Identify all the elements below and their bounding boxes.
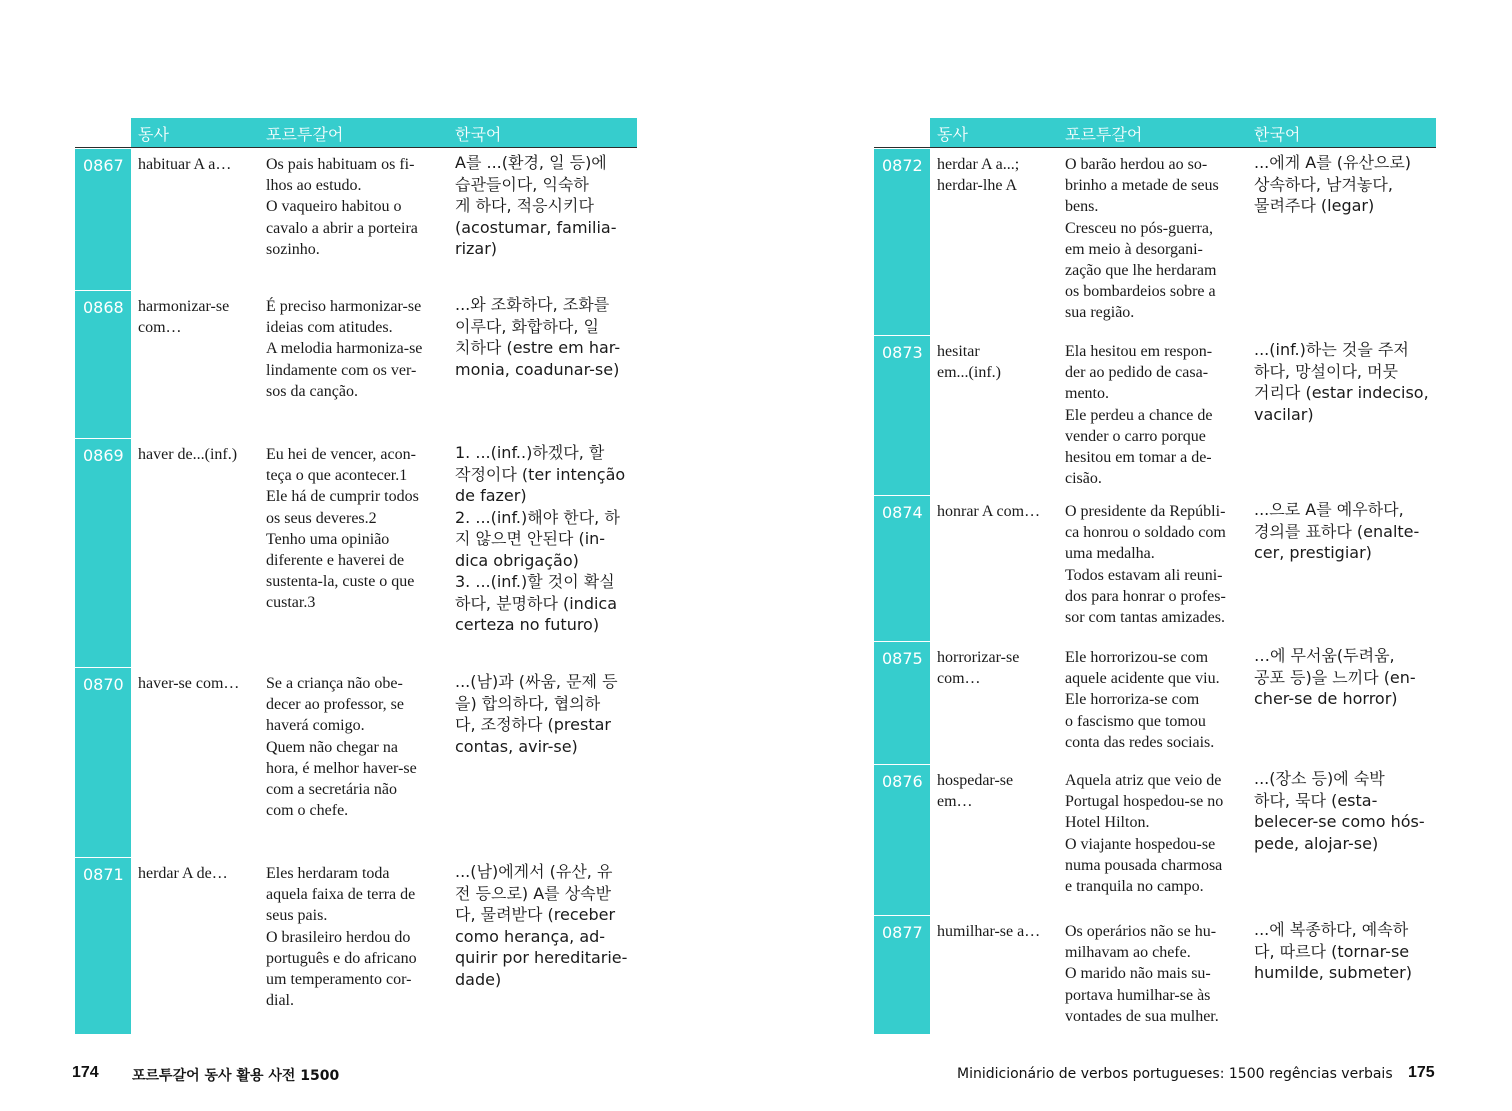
- entry-verb-line: horrorizar-se: [937, 649, 1020, 666]
- entry-portuguese-example-line: Ele perdeu a chance de: [1065, 406, 1213, 424]
- entry-korean-meaning-line: 다, 물려받다 (receber: [455, 905, 616, 924]
- entry-verb: [138, 154, 231, 175]
- entry-portuguese-example-line: português e do africano: [266, 949, 417, 967]
- entry-korean-meaning-line: humilde, submeter): [1254, 963, 1412, 982]
- entry-verb: [138, 444, 237, 465]
- entry-korean-meaning: [1254, 645, 1416, 710]
- entry-row: [874, 495, 1436, 641]
- entry-korean-meaning: [455, 152, 616, 260]
- entry-portuguese-example-line: Cresceu no pós-guerra,: [1065, 219, 1213, 237]
- entry-korean-meaning-line: belecer-se como hós-: [1254, 812, 1425, 831]
- entry-korean-meaning-line: 하다, 분명하다 (indica: [455, 593, 618, 613]
- entry-korean-meaning-line: como herança, ad-: [455, 926, 606, 946]
- entry-row: [75, 857, 637, 1034]
- entry-portuguese-example-line: Aquela atriz que veio de: [1065, 772, 1222, 789]
- entry-verb-line: herdar A a...;: [937, 156, 1020, 173]
- entry-verb: [138, 863, 228, 884]
- entry-korean-meaning: [455, 294, 620, 380]
- entry-verb-line: humilhar-se a…: [937, 923, 1041, 940]
- entry-portuguese-example-line: Quem não chegar na: [266, 738, 398, 756]
- entry-row: [75, 667, 637, 857]
- entry-korean-meaning-line: ...(장소 등)에 숙박: [1254, 769, 1385, 788]
- entry-number: 0877: [874, 915, 930, 1034]
- entry-portuguese-example: [266, 296, 422, 402]
- entry-portuguese-example-line: milhavam ao chefe.: [1065, 944, 1191, 962]
- entry-portuguese-example-line: dial.: [266, 992, 294, 1010]
- entry-korean-meaning-line: 을) 합의하다, 협의하: [455, 693, 601, 713]
- entry-korean-meaning-line: 작정이다 (ter intenção: [455, 464, 626, 484]
- entry-portuguese-example-line: mento.: [1065, 385, 1109, 403]
- entry-korean-meaning: [455, 442, 625, 636]
- entry-korean-meaning-line: 경의를 표하다 (enalte-: [1254, 521, 1420, 541]
- entry-portuguese-example-line: os bombardeios sobre a: [1065, 283, 1216, 301]
- entry-portuguese-example-line: custar.3: [266, 594, 316, 612]
- entry-number: 0873: [874, 335, 930, 495]
- entry-korean-meaning-line: dica obrigação): [455, 550, 579, 570]
- entry-number: 0869: [75, 438, 131, 667]
- entry-verb-line: em…: [937, 793, 973, 811]
- entry-row: [874, 915, 1436, 1034]
- entry-korean-meaning-line: A를 ...(환경, 일 등)에: [455, 153, 607, 172]
- entry-portuguese-example-line: os seus deveres.2: [266, 509, 377, 527]
- entry-portuguese-example-line: O viajante hospedou-se: [1065, 835, 1216, 853]
- header-portuguese: 포르투갈어: [266, 125, 344, 144]
- entry-korean-meaning-line: 상속하다, 남겨놓다,: [1254, 174, 1393, 194]
- entry-verb: [937, 154, 1019, 196]
- entry-number: 0872: [874, 148, 930, 335]
- entry-verb: [138, 673, 239, 694]
- entry-portuguese-example-line: em meio à desorgani-: [1065, 240, 1203, 258]
- entry-korean-meaning: [1254, 919, 1412, 984]
- entry-korean-meaning-line: cher-se de horror): [1254, 689, 1398, 708]
- entry-portuguese-example: [1065, 647, 1220, 753]
- left-table-header: [131, 118, 637, 147]
- entry-portuguese-example-line: O presidente da Repúbli-: [1065, 503, 1226, 520]
- entry-portuguese-example-line: Os pais habituam os fi-: [266, 156, 415, 173]
- entry-verb-line: harmonizar-se: [138, 298, 230, 315]
- left-running-title: 포르투갈어 동사 활용 사전 1500: [132, 1068, 340, 1084]
- entry-portuguese-example-line: Hotel Hilton.: [1065, 814, 1150, 832]
- entry-korean-meaning: [1254, 152, 1411, 217]
- entry-portuguese-example-line: cisão.: [1065, 470, 1102, 488]
- entry-portuguese-example-line: Portugal hospedou-se no: [1065, 793, 1224, 811]
- entry-row: [874, 148, 1436, 335]
- entry-korean-meaning-line: 3. ...(inf.)할 것이 확실: [455, 572, 615, 591]
- entry-portuguese-example-line: A melodia harmoniza-se: [266, 340, 423, 358]
- entry-korean-meaning: [455, 671, 618, 757]
- header-verb: 동사: [138, 125, 169, 144]
- entry-korean-meaning-line: vacilar): [1254, 404, 1314, 424]
- entry-portuguese-example-line: Tenho uma opinião: [266, 530, 390, 548]
- entry-korean-meaning-line: 하다, 망설이다, 머뭇: [1254, 361, 1398, 381]
- entry-portuguese-example-line: Ela hesitou em respon-: [1065, 343, 1213, 360]
- entry-portuguese-example: [1065, 341, 1212, 489]
- entry-verb-line: hesitar: [937, 343, 980, 360]
- entry-verb: [937, 647, 1019, 689]
- entry-portuguese-example-line: e tranquila no campo.: [1065, 878, 1204, 896]
- entry-korean-meaning-line: quirir por hereditarie-: [455, 948, 628, 967]
- entry-portuguese-example-line: sustenta-la, custe o que: [266, 573, 415, 591]
- entry-portuguese-example: [266, 154, 418, 260]
- entry-portuguese-example-line: hesitou em tomar a de-: [1065, 449, 1212, 467]
- entry-portuguese-example-line: Ele horroriza-se com: [1065, 691, 1200, 709]
- entry-portuguese-example-line: Se a criança não obe-: [266, 675, 403, 692]
- entry-portuguese-example-line: cavalo a abrir a porteira: [266, 219, 418, 237]
- entry-portuguese-example-line: Os operários não se hu-: [1065, 923, 1217, 940]
- entry-portuguese-example-line: ideias com atitudes.: [266, 319, 393, 337]
- entry-portuguese-example-line: dos para honrar o profes-: [1065, 587, 1226, 605]
- entry-portuguese-example-line: sor com tantas amizades.: [1065, 609, 1225, 627]
- entry-verb-line: honrar A com…: [937, 503, 1041, 520]
- entry-row: [75, 290, 637, 438]
- entry-portuguese-example-line: Eu hei de vencer, acon-: [266, 446, 416, 463]
- entry-portuguese-example-line: brinho a metade de seus: [1065, 177, 1219, 195]
- entry-korean-meaning-line: ...와 조화하다, 조화를: [455, 295, 610, 314]
- entry-portuguese-example-line: O marido não mais su-: [1065, 965, 1211, 983]
- entry-korean-meaning: [1254, 339, 1429, 425]
- entry-portuguese-example-line: teça o que acontecer.1: [266, 467, 408, 485]
- entry-portuguese-example-line: o fascismo que tomou: [1065, 712, 1206, 730]
- entry-korean-meaning-line: ...(남)과 (싸움, 문제 등: [455, 672, 618, 691]
- entry-verb-line: em...(inf.): [937, 364, 1001, 382]
- entry-portuguese-example-line: Todos estavam ali reuni-: [1065, 566, 1223, 584]
- entry-verb-line: haver-se com…: [138, 675, 240, 692]
- entry-korean-meaning-line: …에 무서움(두려움,: [1254, 646, 1395, 665]
- entry-portuguese-example-line: sos da canção.: [266, 382, 358, 400]
- entry-portuguese-example-line: sua região.: [1065, 304, 1135, 322]
- entry-korean-meaning-line: 이루다, 화합하다, 일: [455, 316, 599, 336]
- entry-portuguese-example: [266, 673, 417, 821]
- entry-korean-meaning-line: 2. ...(inf.)해야 한다, 하: [455, 507, 620, 527]
- entry-korean-meaning-line: ...에 복종하다, 예속하: [1254, 920, 1409, 939]
- entry-verb: [138, 296, 229, 338]
- entry-portuguese-example-line: diferente e haverei de: [266, 552, 405, 570]
- entry-number: 0868: [75, 290, 131, 438]
- entry-verb-line: haver de...(inf.): [138, 446, 238, 463]
- entry-portuguese-example-line: decer ao professor, se: [266, 696, 404, 714]
- entry-korean-meaning-line: ...(남)에게서 (유산, 유: [455, 862, 613, 881]
- entry-korean-meaning-line: 게 하다, 적응시키다: [455, 196, 594, 215]
- entry-portuguese-example: [1065, 154, 1219, 324]
- entry-portuguese-example-line: Ele há de cumprir todos: [266, 488, 419, 506]
- entry-verb: [937, 341, 1001, 383]
- entry-portuguese-example-line: É preciso harmonizar-se: [266, 298, 422, 315]
- entry-korean-meaning-line: ...(inf.)하는 것을 주저: [1254, 340, 1409, 359]
- entry-korean-meaning-line: pede, alojar-se): [1254, 833, 1379, 853]
- entry-portuguese-example: [1065, 501, 1226, 628]
- entry-korean-meaning-line: cer, prestigiar): [1254, 543, 1372, 562]
- entry-portuguese-example-line: lhos ao estudo.: [266, 177, 362, 195]
- entry-korean-meaning-line: certeza no futuro): [455, 615, 600, 634]
- entry-portuguese-example-line: lindamente com os ver-: [266, 361, 417, 379]
- header-korean: 한국어: [455, 125, 502, 144]
- entry-korean-meaning-line: 다, 조정하다 (prestar: [455, 715, 611, 734]
- entry-verb: [937, 921, 1040, 942]
- header-verb: 동사: [937, 125, 968, 144]
- entry-korean-meaning-line: 지 않으면 안된다 (in-: [455, 529, 606, 548]
- entry-korean-meaning-line: 전 등으로) A를 상속받: [455, 883, 612, 903]
- entry-portuguese-example-line: haverá comigo.: [266, 717, 365, 735]
- entry-portuguese-example: [266, 863, 417, 1011]
- entry-korean-meaning-line: 치하다 (estre em har-: [455, 338, 621, 357]
- entry-portuguese-example-line: der ao pedido de casa-: [1065, 364, 1209, 382]
- right-page: [756, 0, 1512, 1111]
- entry-portuguese-example-line: portava humilhar-se às: [1065, 986, 1211, 1004]
- entry-portuguese-example-line: zação que lhe herdaram: [1065, 262, 1217, 280]
- entry-verb-line: hospedar-se: [937, 772, 1014, 789]
- entry-number: 0875: [874, 641, 930, 764]
- entry-korean-meaning-line: dade): [455, 969, 502, 989]
- entry-number: 0876: [874, 764, 930, 915]
- entry-verb-line: habituar A a…: [138, 156, 232, 173]
- entry-number: 0871: [75, 857, 131, 1034]
- entry-korean-meaning-line: ...으로 A를 예우하다,: [1254, 500, 1404, 519]
- entry-portuguese-example-line: Ele horrorizou-se com: [1065, 649, 1209, 666]
- entry-korean-meaning-line: 다, 따르다 (tornar-se: [1254, 941, 1410, 961]
- entry-verb: [937, 501, 1040, 522]
- entry-korean-meaning-line: 물려주다 (legar): [1254, 196, 1375, 215]
- header-korean: 한국어: [1254, 125, 1301, 144]
- entry-portuguese-example: [1065, 921, 1219, 1027]
- entry-portuguese-example-line: numa pousada charmosa: [1065, 856, 1223, 874]
- entry-korean-meaning-line: 하다, 묵다 (esta-: [1254, 790, 1378, 810]
- entry-korean-meaning-line: contas, avir-se): [455, 736, 578, 756]
- left-page-number: 174: [72, 1064, 99, 1081]
- entry-korean-meaning-line: ...에게 A를 (유산으로): [1254, 153, 1412, 172]
- entry-portuguese-example-line: vender o carro porque: [1065, 427, 1206, 445]
- entry-row: [75, 438, 637, 667]
- entry-number: 0874: [874, 495, 930, 641]
- entry-verb-line: herdar A de…: [138, 865, 228, 882]
- entry-portuguese-example: [1065, 770, 1223, 897]
- entry-verb: [937, 770, 1013, 812]
- entry-portuguese-example-line: seus pais.: [266, 907, 328, 925]
- entry-portuguese-example-line: com a secretária não: [266, 781, 398, 799]
- entry-korean-meaning: [1254, 499, 1419, 564]
- right-table-header: [930, 118, 1436, 147]
- entry-korean-meaning-line: monia, coadunar-se): [455, 359, 620, 379]
- entry-korean-meaning-line: de fazer): [455, 486, 527, 505]
- right-page-number: 175: [1408, 1064, 1435, 1081]
- entry-portuguese-example-line: vontades de sua mulher.: [1065, 1007, 1219, 1025]
- entry-portuguese-example-line: ca honrou o soldado com: [1065, 524, 1226, 542]
- entry-row: [874, 335, 1436, 495]
- entry-korean-meaning-line: (acostumar, familia-: [455, 217, 617, 237]
- entry-portuguese-example-line: O barão herdou ao so-: [1065, 156, 1208, 173]
- entry-portuguese-example-line: O vaqueiro habitou o: [266, 198, 402, 216]
- entry-portuguese-example-line: conta das redes sociais.: [1065, 733, 1215, 751]
- entry-korean-meaning-line: 공포 등)을 느끼다 (en-: [1254, 667, 1416, 687]
- entry-number: 0870: [75, 667, 131, 857]
- entry-verb-line: com…: [138, 319, 182, 337]
- entry-korean-meaning: [1254, 768, 1425, 854]
- entry-row: [874, 764, 1436, 915]
- entry-korean-meaning-line: 1. ...(inf..)하겠다, 할: [455, 443, 605, 462]
- entry-number: 0867: [75, 148, 131, 290]
- entry-portuguese-example-line: aquele acidente que viu.: [1065, 670, 1220, 688]
- entry-verb-line: herdar-lhe A: [937, 177, 1018, 195]
- entry-korean-meaning-line: rizar): [455, 239, 498, 258]
- entry-portuguese-example-line: bens.: [1065, 198, 1099, 216]
- entry-portuguese-example-line: Eles herdaram toda: [266, 865, 390, 882]
- entry-portuguese-example-line: O brasileiro herdou do: [266, 928, 411, 946]
- entry-row: [874, 641, 1436, 764]
- entry-portuguese-example-line: uma medalha.: [1065, 545, 1155, 563]
- entry-row: [75, 148, 637, 290]
- entry-portuguese-example-line: com o chefe.: [266, 802, 349, 820]
- right-running-title: Minidicionário de verbos portugueses: 1500 regências verbais: [957, 1066, 1393, 1082]
- entry-korean-meaning: [455, 861, 627, 990]
- header-portuguese: 포르투갈어: [1065, 125, 1143, 144]
- entry-korean-meaning-line: 거리다 (estar indeciso,: [1254, 383, 1429, 402]
- entry-portuguese-example: [266, 444, 419, 614]
- entry-verb-line: com…: [937, 670, 981, 688]
- entry-portuguese-example-line: um temperamento cor-: [266, 971, 412, 989]
- entry-portuguese-example-line: sozinho.: [266, 240, 320, 258]
- entry-korean-meaning-line: 습관들이다, 익숙하: [455, 174, 589, 194]
- entry-portuguese-example-line: aquela faixa de terra de: [266, 886, 416, 904]
- entry-portuguese-example-line: hora, é melhor haver-se: [266, 759, 417, 777]
